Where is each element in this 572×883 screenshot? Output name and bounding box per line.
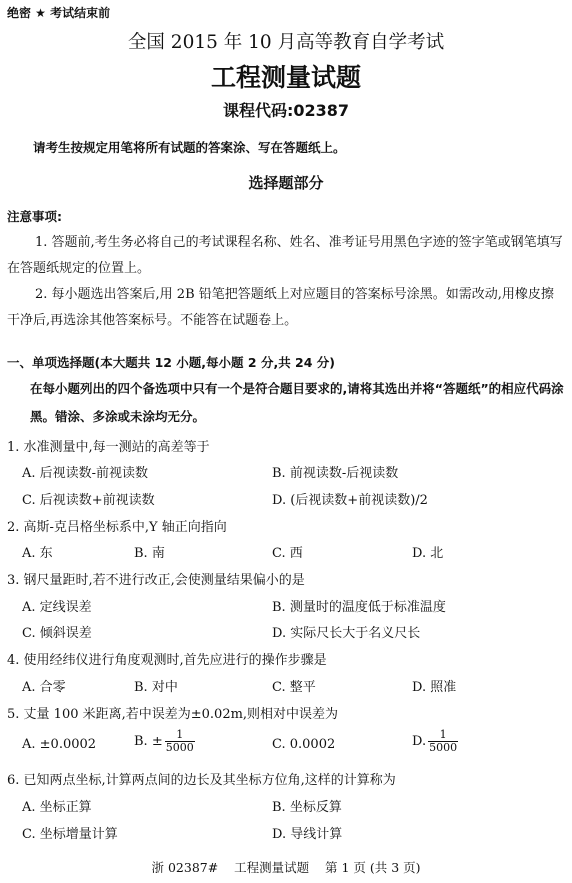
- notice-item: 2. 每小题选出答案后,用 2B 铅笔把答题纸上对应题目的答案标号涂黑。如需改动,用橡皮擦干净后,再选涂其他答案标号。不能答在试题卷上。: [7, 287, 554, 328]
- option-c: C. 坐标增量计算: [22, 827, 118, 842]
- exam-title: 全国 2015 年 10 月高等教育自学考试: [127, 32, 445, 53]
- fraction-denominator: 5000: [429, 741, 458, 754]
- option-d: D. (后视读数+前视读数)/2: [272, 493, 428, 508]
- option-d: [412, 729, 458, 754]
- option-a: A. 东: [22, 546, 53, 561]
- option-b: [134, 729, 195, 754]
- fraction: [165, 729, 195, 754]
- option-d-prefix: D.: [412, 734, 427, 749]
- option-c: C. 整平: [272, 680, 316, 695]
- option-d: D. 照准: [412, 680, 457, 695]
- part-heading: 一、单项选择题(本大题共 12 小题,每小题 2 分,共 24 分): [7, 355, 336, 370]
- option-a: A. 坐标正算: [22, 800, 92, 815]
- instruction-text: 请考生按规定用笔将所有试题的答案涂、写在答题纸上。: [33, 140, 346, 155]
- option-a: A. ±0.0002: [22, 737, 97, 752]
- option-b: B. 前视读数-后视读数: [272, 466, 399, 481]
- option-b: B. 测量时的温度低于标准温度: [272, 600, 446, 615]
- option-a: A. 后视读数-前视读数: [22, 466, 149, 481]
- option-b: B. 对中: [134, 680, 178, 695]
- option-c: C. 0.0002: [272, 737, 336, 752]
- question-stem: 3. 钢尺量距时,若不进行改正,会使测量结果偏小的是: [7, 573, 305, 588]
- fraction: [428, 729, 458, 754]
- option-a: A. 合零: [22, 680, 66, 695]
- fraction-numerator: 1: [428, 729, 458, 742]
- paper-title: 工程测量试题: [210, 63, 361, 92]
- option-a: A. 定线误差: [22, 600, 92, 615]
- notice-heading: 注意事项:: [7, 209, 62, 224]
- option-d: D. 导线计算: [272, 827, 343, 842]
- question-stem: 4. 使用经纬仪进行角度观测时,首先应进行的操作步骤是: [7, 653, 327, 668]
- secret-label: 绝密 ★ 考试结束前: [7, 6, 111, 20]
- question-stem: 6. 已知两点坐标,计算两点间的边长及其坐标方位角,这样的计算称为: [7, 773, 396, 788]
- question-stem: 1. 水准测量中,每一测站的高差等于: [7, 440, 210, 455]
- option-b: B. 南: [134, 546, 165, 561]
- option-d: D. 实际尺长大于名义尺长: [272, 626, 421, 641]
- option-d: D. 北: [412, 546, 444, 561]
- section-title: 选择题部分: [248, 174, 324, 192]
- fraction-denominator: 5000: [165, 741, 194, 754]
- question-stem: 5. 丈量 100 米距离,若中误差为±0.02m,则相对中误差为: [7, 707, 339, 722]
- question-stem: 2. 高斯-克吕格坐标系中,Y 轴正向指向: [7, 520, 227, 535]
- page-footer: 浙 02387# 工程测量试题 第 1 页 (共 3 页): [151, 860, 421, 875]
- part-description: 在每小题列出的四个备选项中只有一个是符合题目要求的,请将其选出并将“答题纸”的相应代码涂黑。错涂、多涂或未涂均无分。: [30, 381, 564, 424]
- option-c: C. 倾斜误差: [22, 626, 92, 641]
- fraction-numerator: 1: [165, 729, 195, 742]
- course-code: 课程代码:02387: [222, 101, 350, 120]
- option-c: C. 西: [272, 546, 303, 561]
- option-b-prefix: B. ±: [134, 734, 163, 749]
- option-c: C. 后视读数+前视读数: [22, 493, 155, 508]
- notice-item: 1. 答题前,考生务必将自己的考试课程名称、姓名、准考证号用黑色字迹的签字笔或钢笔填写在答题纸规定的位置上。: [7, 235, 563, 276]
- option-b: B. 坐标反算: [272, 800, 342, 815]
